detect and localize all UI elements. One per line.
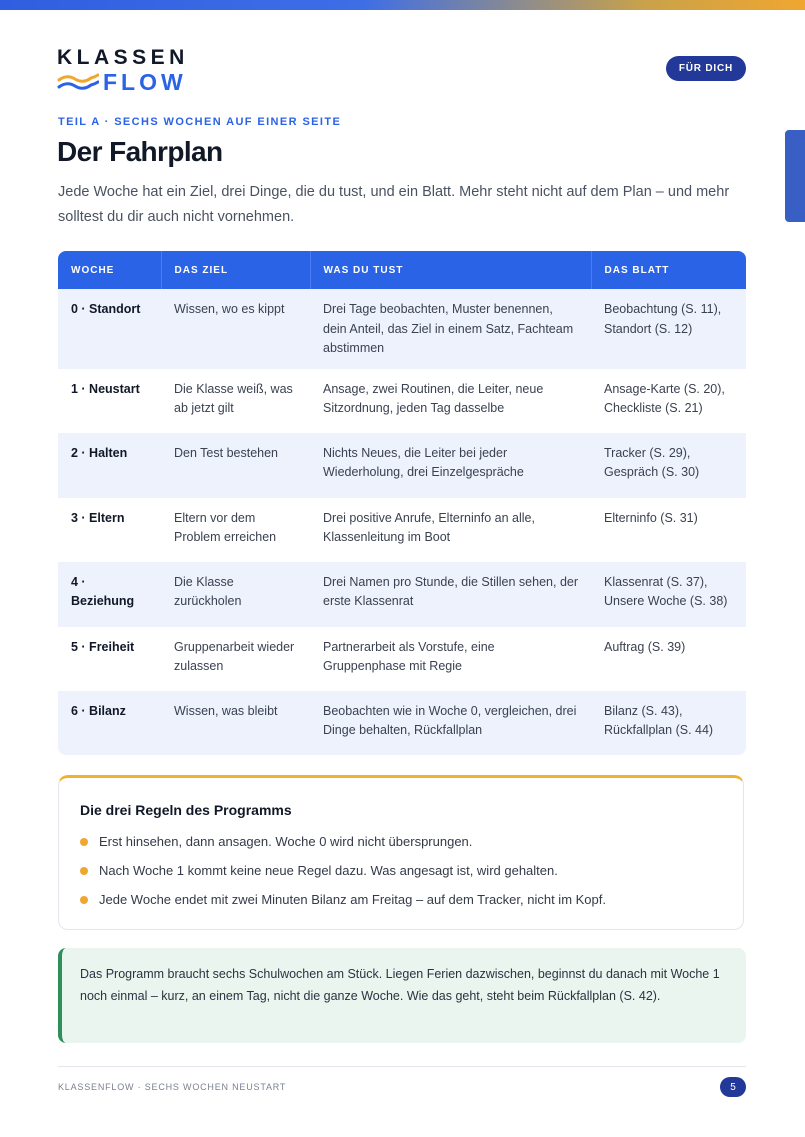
- bullet-dot-icon: [80, 867, 88, 875]
- table-row: [58, 627, 746, 691]
- rules-title: Die drei Regeln des Programms: [80, 802, 292, 818]
- bullet-dot-icon: [80, 838, 88, 846]
- actions-cell: Beobachten wie in Woche 0, vergleichen, drei Dinge behalten, Rückfallplan: [310, 691, 591, 755]
- week-cell: 0 · Standort: [58, 289, 161, 369]
- column-header-goal: DAS ZIEL: [161, 251, 310, 289]
- logo-line-2: FLOW: [103, 69, 187, 95]
- goal-cell: Die Klasse zurückholen: [161, 562, 310, 627]
- sheet-cell: Beobachtung (S. 11), Standort (S. 12): [591, 289, 746, 369]
- page-number: 5: [720, 1077, 746, 1097]
- top-gradient-bar: [0, 0, 805, 10]
- section-eyebrow: TEIL A · SECHS WOCHEN AUF EINER SEITE: [58, 116, 342, 128]
- column-header-sheet: DAS BLATT: [591, 251, 746, 289]
- list-item: [80, 885, 606, 914]
- week-cell: 3 · Eltern: [71, 510, 125, 525]
- week-cell: 4 · Beziehung: [58, 562, 161, 627]
- info-note: Das Programm braucht sechs Schulwochen am Stück. Liegen Ferien dazwischen, beginnst du danach mit Woche 1 noch einmal – kurz, an einem Tag, nicht die ganze Woche. Wie das geht, steht beim Rückfallplan (S. 42).: [58, 948, 746, 1043]
- list-item: [80, 856, 606, 885]
- intro-paragraph: Jede Woche hat ein Ziel, drei Dinge, die du tust, und ein Blatt. Mehr steht nicht auf dem Plan – und mehr solltest du dir auch nicht vornehmen.: [58, 184, 730, 225]
- week-cell: 5 · Freiheit: [71, 639, 135, 654]
- rules-card: [58, 775, 744, 930]
- table-row: [58, 369, 746, 433]
- rule-text: Jede Woche endet mit zwei Minuten Bilanz am Freitag – auf dem Tracker, nicht im Kopf.: [99, 892, 606, 907]
- schedule-table: [58, 251, 746, 755]
- logo: [57, 47, 189, 94]
- week-cell: 6 · Bilanz: [58, 691, 161, 755]
- table-row: [58, 691, 746, 755]
- actions-cell: Partnerarbeit als Vorstufe, eine Gruppenphase mit Regie: [323, 639, 495, 673]
- audience-badge: FÜR DICH: [666, 56, 746, 81]
- week-cell: 1 · Neustart: [71, 381, 140, 396]
- rules-list: [80, 827, 606, 914]
- logo-line-1: KLASSEN: [57, 46, 189, 69]
- actions-cell: Ansage, zwei Routinen, die Leiter, neue Sitzordnung, jeden Tag dasselbe: [323, 381, 544, 415]
- sheet-cell: Bilanz (S. 43), Rückfallplan (S. 44): [591, 691, 746, 755]
- actions-cell: Drei Tage beobachten, Muster benennen, dein Anteil, das Ziel in einem Satz, Fachteam abstimmen: [310, 289, 591, 369]
- table-row: [58, 433, 746, 498]
- sheet-cell: Auftrag (S. 39): [604, 639, 686, 654]
- rule-text: Erst hinsehen, dann ansagen. Woche 0 wird nicht übersprungen.: [99, 834, 473, 849]
- goal-cell: Gruppenarbeit wieder zulassen: [174, 639, 295, 673]
- column-header-week: WOCHE: [58, 251, 161, 289]
- goal-cell: Wissen, was bleibt: [161, 691, 310, 755]
- actions-cell: Drei positive Anrufe, Elterninfo an alle, Klassenleitung im Boot: [323, 510, 535, 544]
- footer-text: KLASSENFLOW · SECHS WOCHEN NEUSTART: [58, 1082, 287, 1092]
- actions-cell: Nichts Neues, die Leiter bei jeder Wiederholung, drei Einzelgespräche: [310, 433, 591, 498]
- table-row: [58, 498, 746, 562]
- bullet-dot-icon: [80, 896, 88, 904]
- page-title: Der Fahrplan: [57, 136, 223, 167]
- rule-text: Nach Woche 1 kommt keine neue Regel dazu. Was angesagt ist, wird gehalten.: [99, 863, 558, 878]
- week-cell: 2 · Halten: [58, 433, 161, 498]
- actions-cell: Drei Namen pro Stunde, die Stillen sehen, der erste Klassenrat: [310, 562, 591, 627]
- footer-divider: [58, 1066, 746, 1067]
- waves-icon: [57, 71, 99, 93]
- sheet-cell: Tracker (S. 29), Gespräch (S. 30): [591, 433, 746, 498]
- goal-cell: Den Test bestehen: [161, 433, 310, 498]
- column-header-actions: WAS DU TUST: [310, 251, 591, 289]
- table-row: [58, 562, 746, 627]
- sheet-cell: Klassenrat (S. 37), Unsere Woche (S. 38): [591, 562, 746, 627]
- goal-cell: Die Klasse weiß, was ab jetzt gilt: [174, 381, 293, 415]
- side-tab-marker: [785, 130, 805, 222]
- goal-cell: Eltern vor dem Problem erreichen: [174, 510, 277, 544]
- goal-cell: Wissen, wo es kippt: [161, 289, 310, 369]
- list-item: [80, 827, 606, 856]
- sheet-cell: Elterninfo (S. 31): [604, 510, 698, 525]
- table-row: [58, 289, 746, 369]
- table-header-row: [58, 251, 746, 289]
- sheet-cell: Ansage-Karte (S. 20), Checkliste (S. 21): [604, 381, 725, 415]
